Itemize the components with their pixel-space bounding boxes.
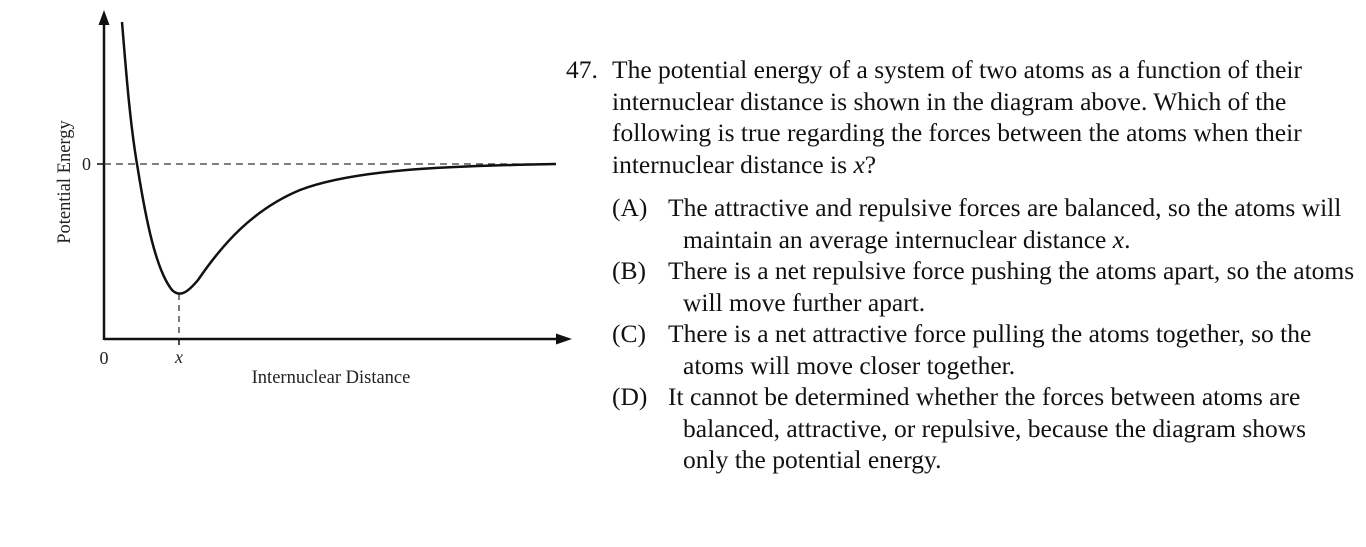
question-block [566, 54, 1356, 476]
x-tick-label-x: x [175, 347, 183, 367]
choice-a-end: . [1124, 224, 1131, 254]
question-stem [566, 54, 1356, 180]
choice-c[interactable] [566, 318, 1356, 381]
choice-c-letter: (C) [612, 319, 646, 348]
choice-d-letter: (D) [612, 382, 648, 411]
choice-a-letter: (A) [612, 193, 648, 222]
y-tick-label-zero: 0 [82, 154, 91, 174]
choice-a[interactable] [566, 192, 1356, 255]
choice-b-text: There is a net repulsive force pushing the atoms apart, so the atoms will move further apart. [668, 256, 1355, 317]
answer-choices [566, 192, 1356, 476]
question-number: 47. [566, 55, 598, 84]
choice-a-variable: x [1112, 224, 1125, 254]
y-axis-label: Potential Energy [55, 120, 75, 244]
choice-c-text: There is a net attractive force pulling the atoms together, so the atoms will move closer together. [668, 319, 1312, 380]
potential-energy-diagram [0, 0, 580, 547]
x-tick-label-zero: 0 [99, 348, 109, 368]
choice-a-text: The attractive and repulsive forces are balanced, so the atoms will maintain an average internuclear distance [668, 193, 1342, 254]
choice-b[interactable] [566, 255, 1356, 318]
x-axis-label: Internuclear Distance [251, 368, 411, 388]
question-stem-variable: x [853, 149, 865, 179]
potential-energy-curve [122, 22, 556, 294]
y-axis-arrowhead [99, 10, 110, 25]
choice-b-letter: (B) [612, 256, 646, 285]
question-stem-end: ? [864, 149, 877, 179]
question-stem-text: The potential energy of a system of two atoms as a function of their internuclear distance is shown in the diagram above. Which of the following is true regarding the forces between the atoms when their internuclear distance is [612, 55, 1302, 179]
choice-d[interactable] [566, 381, 1356, 476]
choice-d-text: It cannot be determined whether the forces between atoms are balanced, attractive, or repulsive, because the diagram shows only the potential energy. [668, 382, 1307, 474]
